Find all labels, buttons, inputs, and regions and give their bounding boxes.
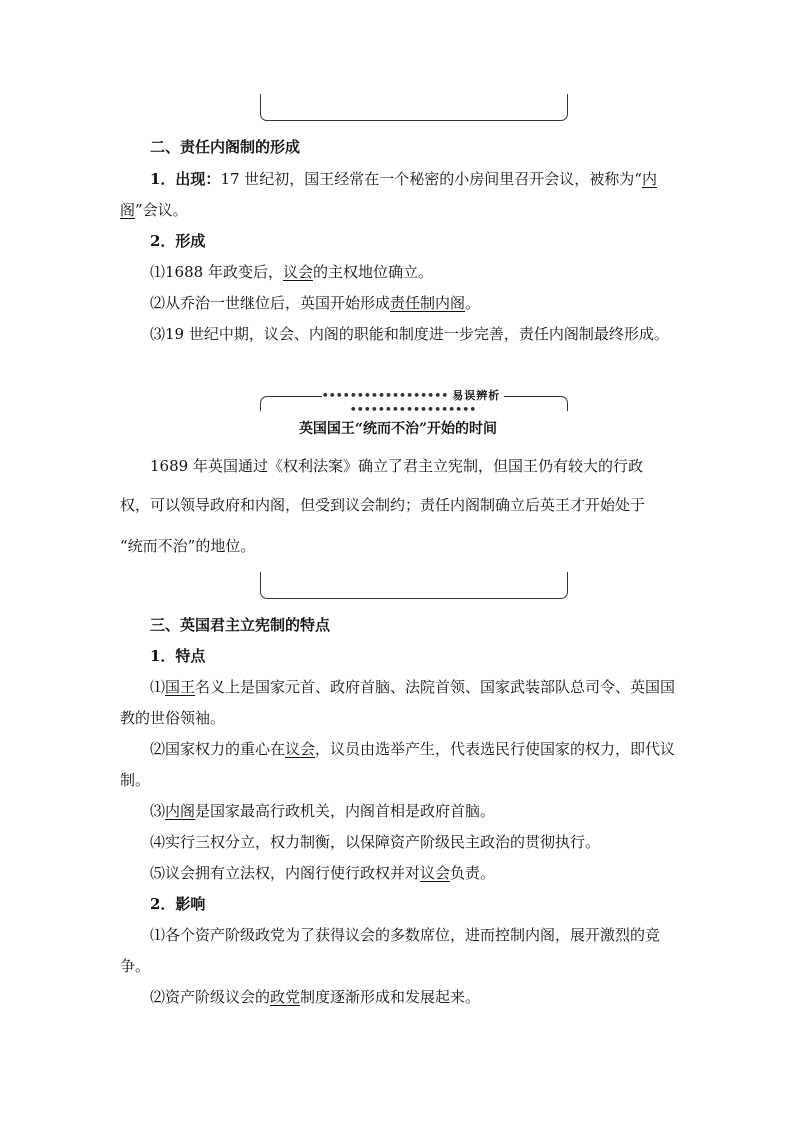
- s3p5-text-b: 负责。: [450, 864, 496, 882]
- s3p5-underlined: 议会: [420, 864, 451, 882]
- s3p3-underlined: 内阁: [165, 802, 196, 820]
- p1-text-a: ⑴1688 年政变后，: [150, 263, 283, 281]
- item1-text-a: 17 世纪初，国王经常在一个秘密的小房间里召开会议，被称为“: [220, 170, 642, 188]
- section3-influence1: ⑴各个资产阶级政党为了获得议会的多数席位，进而控制内阁，展开激烈的竞争。: [120, 926, 661, 975]
- section3-para1: [120, 672, 676, 734]
- p2-text-a: ⑵从乔治一世继位后，英国开始形成: [150, 294, 391, 312]
- section3-para4: ⑷实行三权分立，权力制衡，以保障资产阶级民主政治的贯彻执行。: [150, 833, 601, 851]
- q2-text-a: ⑵资产阶级议会的: [150, 988, 271, 1006]
- section2-para2: [120, 288, 676, 319]
- section3-heading: 三、英国君主立宪制的特点: [150, 616, 331, 634]
- section3-para3: [120, 796, 676, 827]
- section2-item1: [120, 164, 676, 226]
- label-dots-left: ••••••••••••••••••: [321, 389, 449, 402]
- section3-item2-label: 2．影响: [150, 895, 206, 913]
- mistake-box-label: [260, 387, 566, 416]
- p2-text-b: 。: [465, 294, 481, 312]
- q2-underlined: 政党: [270, 988, 301, 1006]
- section2-para1: [120, 257, 676, 288]
- section3-item1-label: 1．特点: [150, 647, 206, 665]
- section3-para2: [120, 734, 676, 796]
- label-dots-right: ••••••••••••••••••: [349, 403, 477, 416]
- s3p2-text-b: ，议员由选举产生，代表选民行使国家的权力，即代议制。: [120, 740, 676, 789]
- mistake-line1: 1689 年英国通过《权利法案》确立了君主立宪制，但国王仍有较大的行政: [150, 457, 643, 475]
- section3-para5: [120, 858, 676, 889]
- item1-text-b: ”会议。: [135, 201, 188, 219]
- p2-underlined: 责任制内阁: [390, 294, 466, 312]
- mistake-label-text: 易误辨析: [448, 389, 504, 402]
- s3p1-text-a: ⑴: [150, 678, 166, 696]
- mistake-line3: “统而不治”的地位。: [120, 537, 256, 555]
- section2-heading: 二、责任内阁制的形成: [150, 138, 301, 156]
- s3p5-text-a: ⑸议会拥有立法权，内阁行使行政权并对: [150, 864, 421, 882]
- item1-label: 1．出现：: [150, 170, 221, 188]
- section2-item2-label: 2．形成: [150, 232, 206, 250]
- mistake-line2: 权，可以领导政府和内阁，但受到议会制约；责任内阁制确立后英王才开始处于: [120, 496, 646, 514]
- top-box-edge: [260, 94, 568, 121]
- s3p1-text-b: 名义上是国家元首、政府首脑、法院首领、国家武装部队总司令、英国国教的世俗领袖。: [120, 678, 676, 727]
- p1-underlined: 议会: [282, 263, 313, 281]
- section3-influence2: [120, 982, 676, 1013]
- section2-para3: ⑶19 世纪中期，议会、内阁的职能和制度进一步完善，责任内阁制最终形成。: [150, 325, 669, 343]
- q2-text-b: 制度逐渐形成和发展起来。: [300, 988, 481, 1006]
- mistake-box-bottom-edge: [260, 572, 568, 599]
- s3p2-underlined: 议会: [285, 740, 316, 758]
- s3p1-underlined: 国王: [165, 678, 196, 696]
- s3p2-text-a: ⑵国家权力的重心在: [150, 740, 286, 758]
- s3p3-text-b: 是国家最高行政机关，内阁首相是政府首脑。: [195, 802, 496, 820]
- item1-underlined: 内阁: [120, 170, 657, 219]
- mistake-box-title: 英国国王“统而不治”开始的时间: [298, 421, 498, 437]
- p1-text-b: 的主权地位确立。: [312, 263, 433, 281]
- s3p3-text-a: ⑶: [150, 802, 166, 820]
